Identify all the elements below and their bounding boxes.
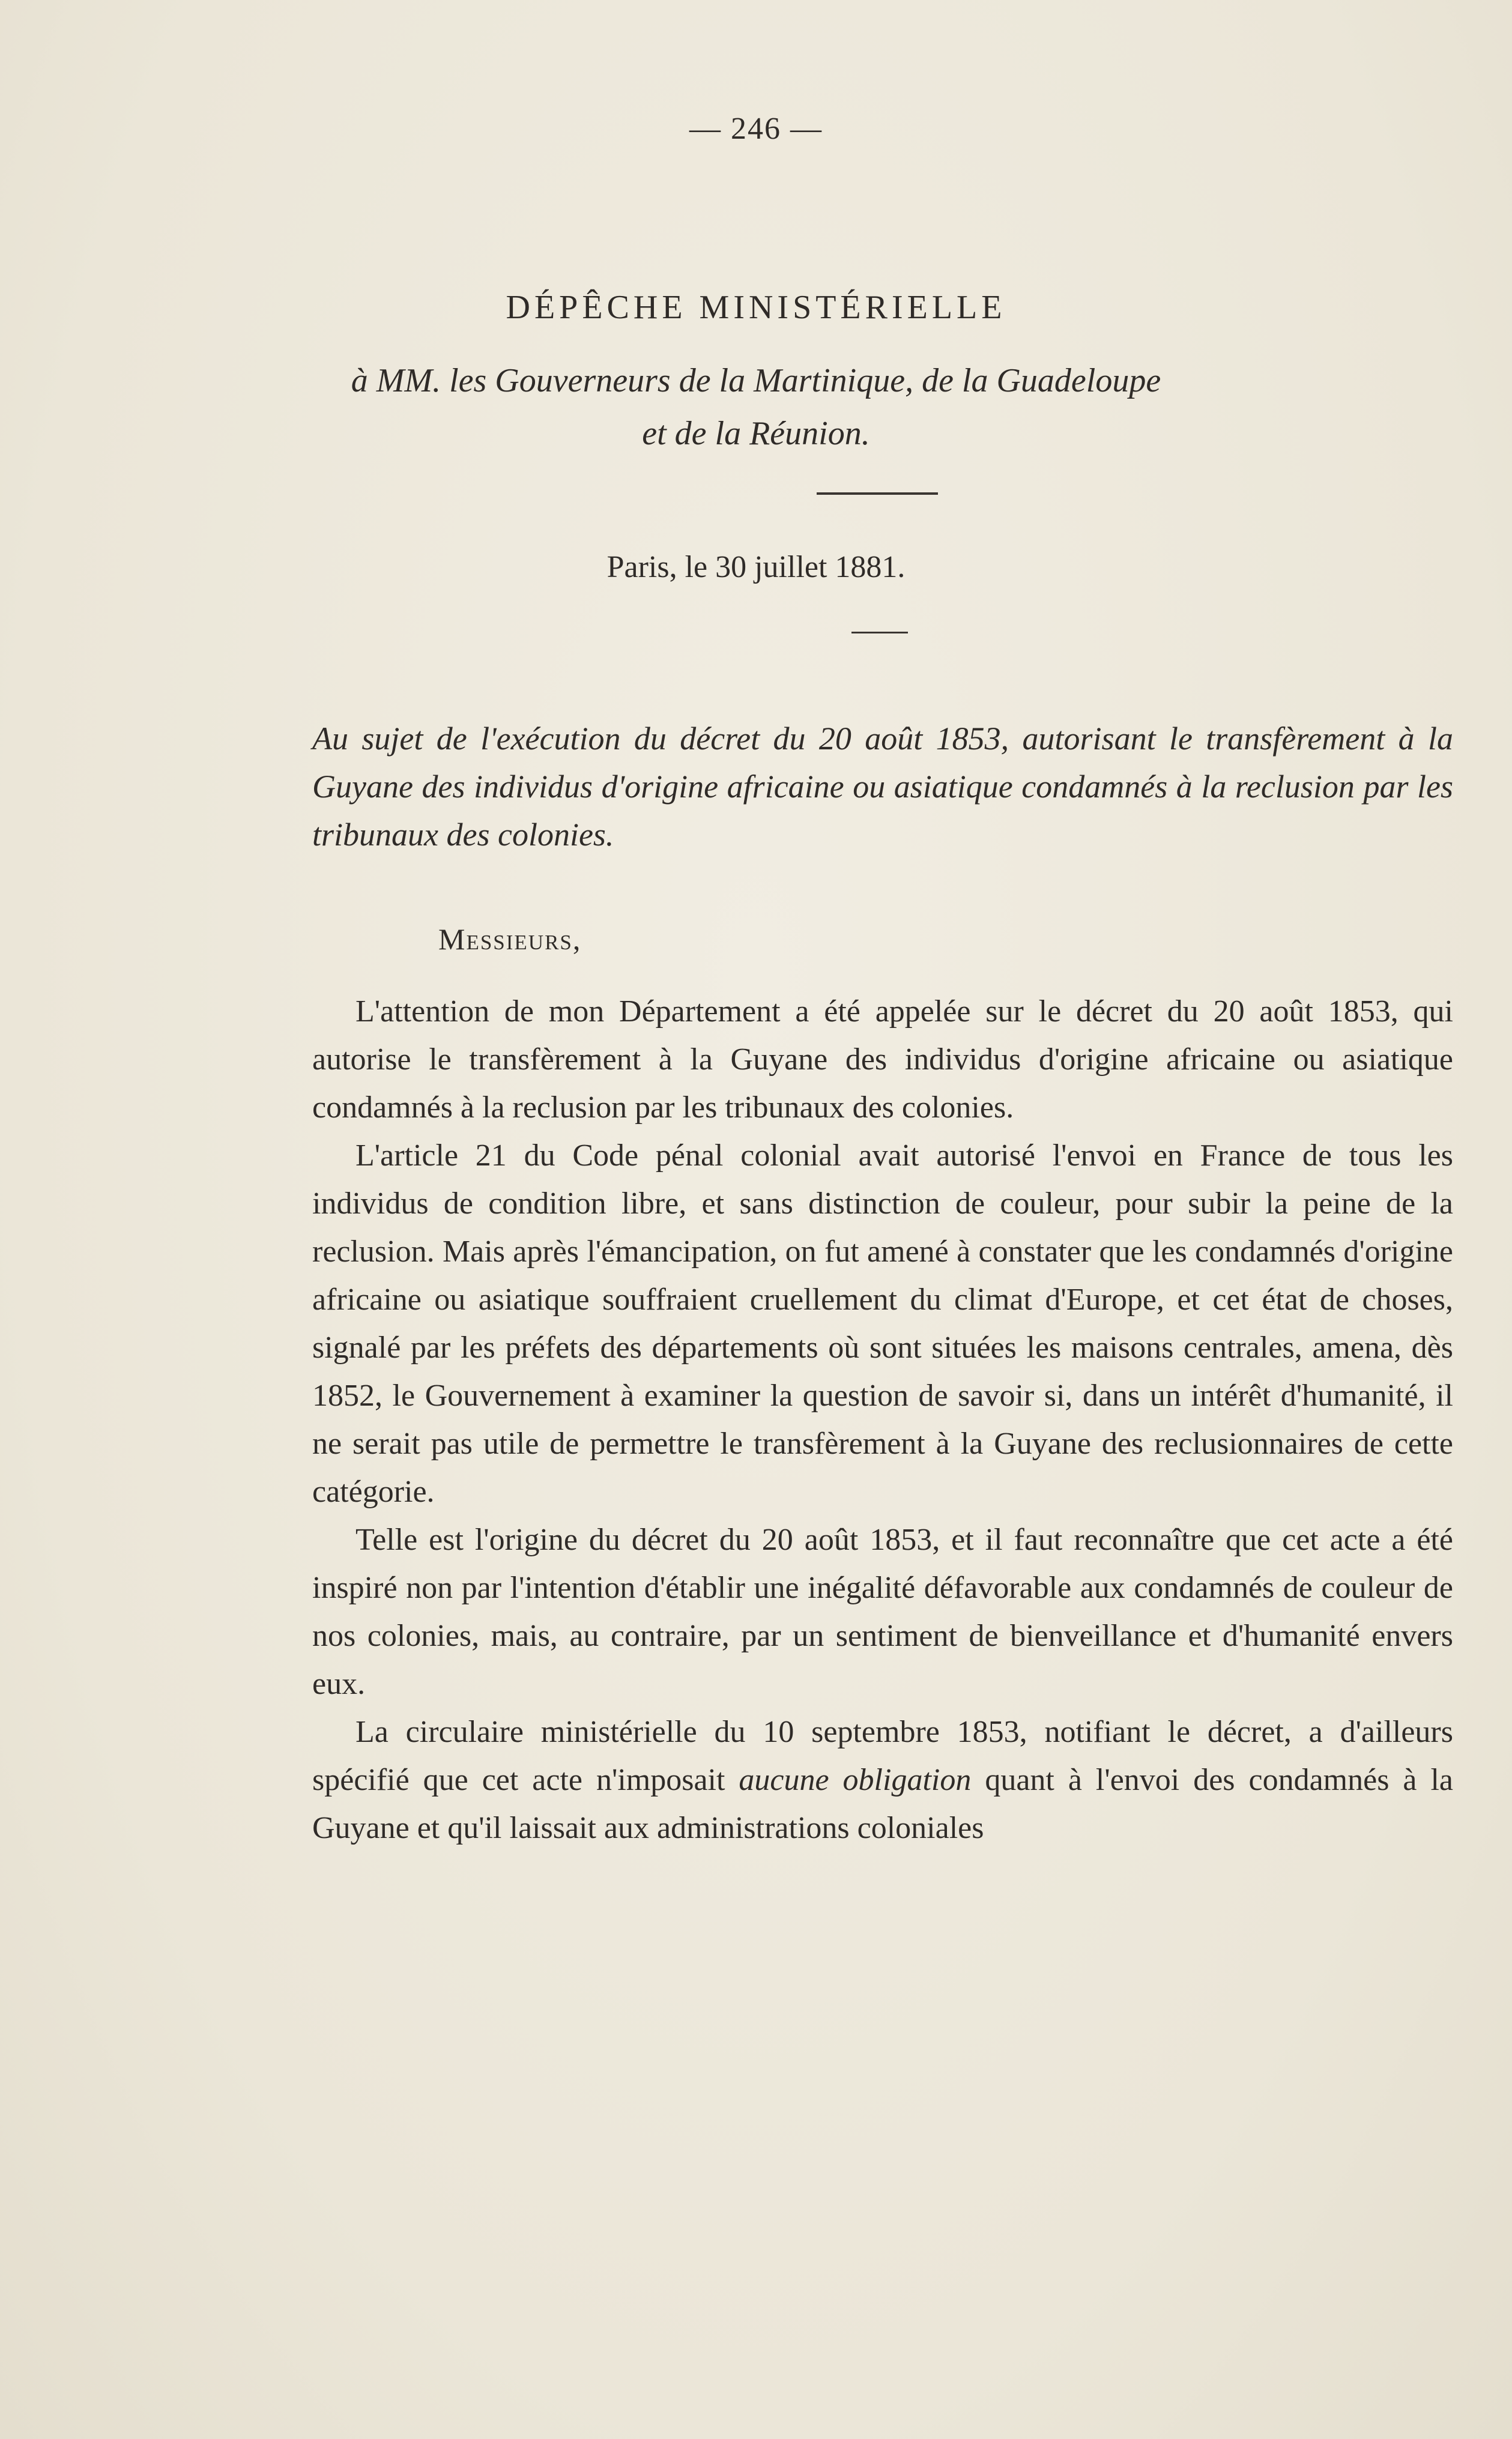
salutation: Messieurs, [438,922,582,956]
paragraph-4-emphasis: aucune obligation [739,1763,972,1797]
page-number: — 246 — [689,112,823,146]
paragraph-4-text: La circulaire ministérielle du 10 septembre 1853, notifiant le décret, a d'ailleurs spécifié que cet acte n'imposait [312,1715,1453,1797]
divider-rule-short [851,632,908,633]
date-line: Paris, le 30 juillet 1881. [606,550,906,584]
paragraph-4 [312,1708,1453,1852]
addressee-line-2: et de la Réunion. [642,415,870,452]
paragraph-4-text-end: quant à l'envoi des condamnés à la Guyane et qu'il laissait aux administrations coloniales [312,1763,1453,1845]
document-heading: DÉPÊCHE MINISTÉRIELLE [506,289,1006,326]
paragraph-3: Telle est l'origine du décret du 20 août 1853, et il faut reconnaître que cet acte a été inspiré non par l'intention d'établir une inégalité défavorable aux condamnés de couleur de nos colonies, mais, au contraire, par un sentiment de bienveillance et d'humanité envers eux. [312,1523,1453,1701]
subject-summary: Au sujet de l'exécution du décret du 20 août 1853, autorisant le transfèrement à la Guyane des individus d'origine africaine ou asiatique condamnés à la reclusion par les tribunaux des colonies. [312,721,1453,853]
divider-rule [817,492,938,495]
paragraph-2: L'article 21 du Code pénal colonial avait autorisé l'envoi en France de tous les individus de condition libre, et sans distinction de couleur, pour subir la peine de la reclusion. Mais après l'émancipation, on fut amené à constater que les condamnés d'origine africaine ou asiatique souffraient cruellement du climat d'Europe, et cet état de choses, signalé par les préfets des départements où sont situées les maisons centrales, amena, dès 1852, le Gouvernement à examiner la question de savoir si, dans un intérêt d'humanité, il ne serait pas utile de permettre le transfèrement à la Guyane des reclusionnaires de cette catégorie. [312,1138,1453,1509]
body-text [312,988,1453,1852]
paragraph-1: L'attention de mon Département a été appelée sur le décret du 20 août 1853, qui autorise le transfèrement à la Guyane des individus d'origine africaine ou asiatique condamnés à la reclusion par les tribunaux des colonies. [312,994,1453,1125]
addressee-line-1: à MM. les Gouverneurs de la Martinique, de la Guadeloupe [351,362,1161,399]
addressee [0,354,1512,460]
